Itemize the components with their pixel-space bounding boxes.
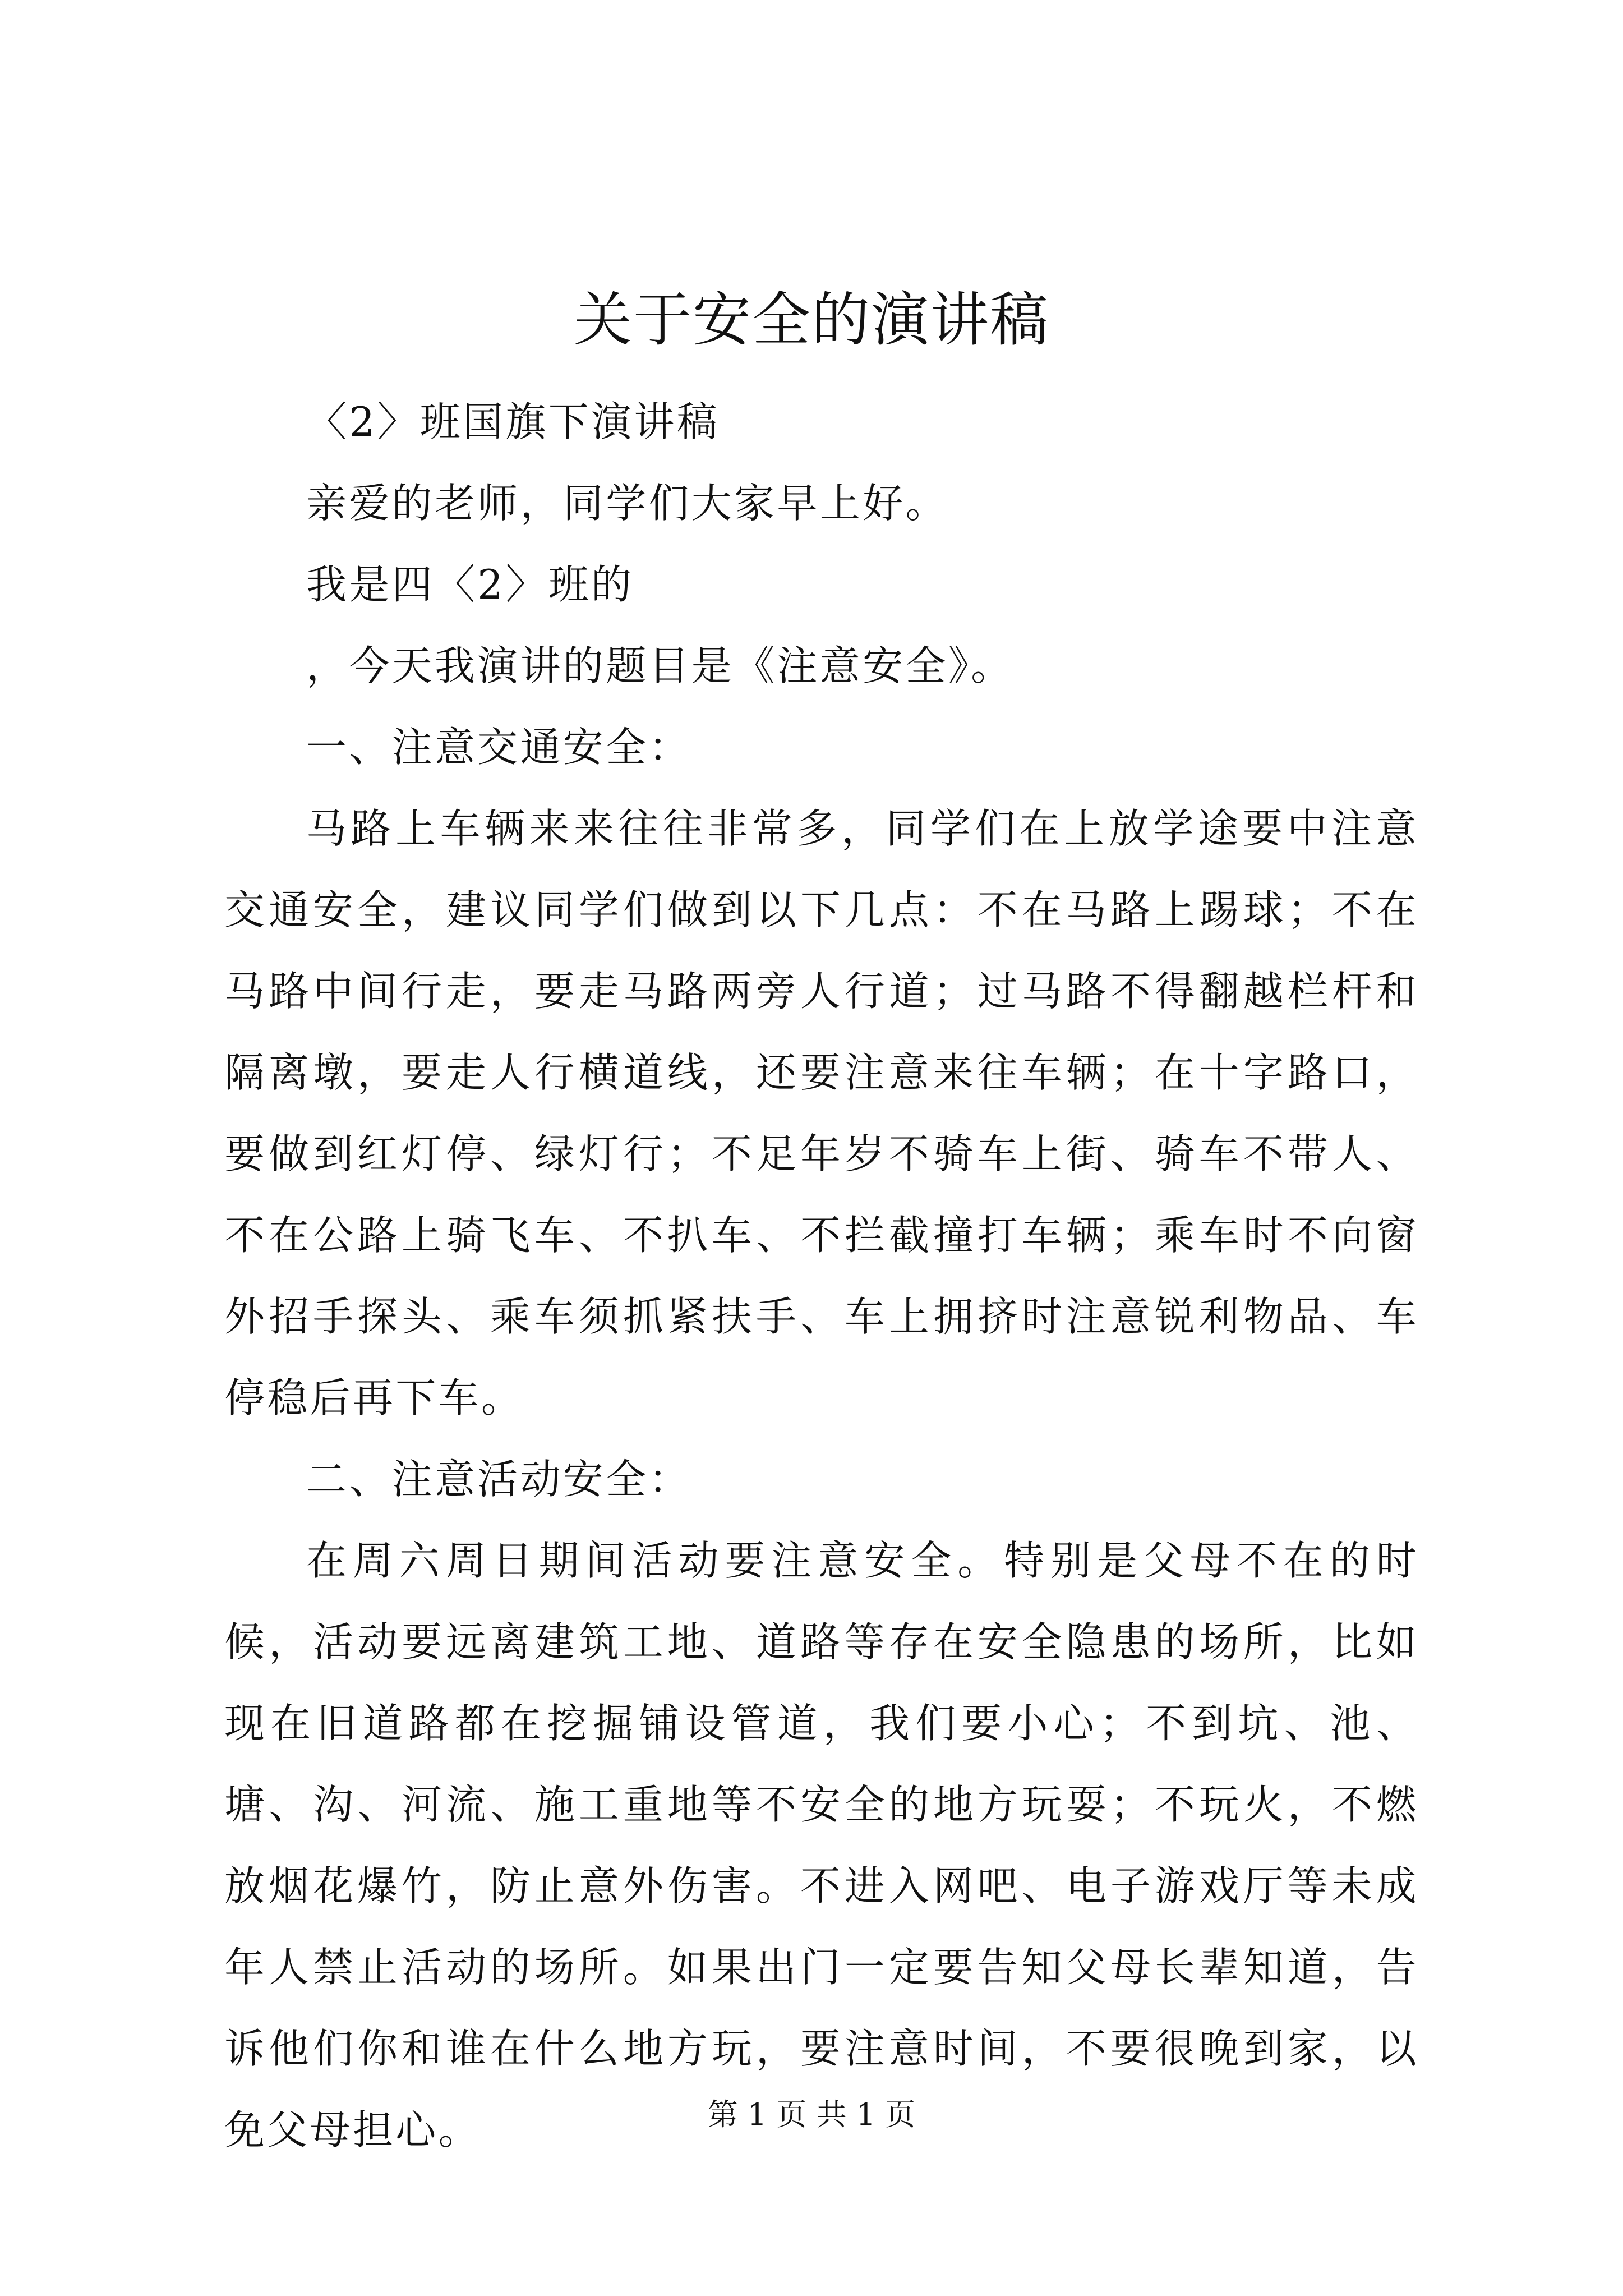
section-2-heading: 二、注意活动安全： bbox=[306, 1456, 691, 1503]
intro-line-2: ，今天我演讲的题目是《注意安全》。 bbox=[306, 642, 1014, 689]
document-body bbox=[224, 381, 1419, 2171]
section-1-heading: 一、注意交通安全： bbox=[306, 724, 691, 771]
heading-line: 〈2〉班国旗下演讲稿 bbox=[306, 398, 720, 445]
section-2-paragraph: 在周六周日期间活动要注意安全。特别是父母不在的时候，活动要远离建筑工地、道路等存在安全隐患的场所，比如现在旧道路都在挖掘铺设管道，我们要小心；不到坑、池、塘、沟、河流、施工重地等不安全的地方玩耍；不玩火，不燃放烟花爆竹，防止意外伤害。不进入网吧、电子游戏厅等未成年人禁止活动的场所。如果出门一定要告知父母长辈知道，告诉他们你和谁在什么地方玩，要注意时间，不要很晚到家，以免父母担心。 bbox=[224, 1537, 1419, 2154]
greeting-line: 亲爱的老师，同学们大家早上好。 bbox=[306, 480, 948, 527]
intro-line-1: 我是四〈2〉班的 bbox=[306, 561, 634, 608]
page-number-footer: 第 1 页 共 1 页 bbox=[707, 2097, 916, 2132]
section-1-paragraph: 马路上车辆来来往往非常多，同学们在上放学途要中注意交通安全，建议同学们做到以下几点：不在马路上踢球；不在马路中间行走，要走马路两旁人行道；过马路不得翻越栏杆和隔离墩，要走人行横道线，还要注意来往车辆；在十字路口，要做到红灯停、绿灯行；不足年岁不骑车上街、骑车不带人、不在公路上骑飞车、不扒车、不拦截撞打车辆；乘车时不向窗外招手探头、乘车须抓紧扶手、车上拥挤时注意锐利物品、车停稳后再下车。 bbox=[224, 805, 1419, 1421]
document-title: 关于安全的演讲稿 bbox=[573, 286, 1049, 354]
